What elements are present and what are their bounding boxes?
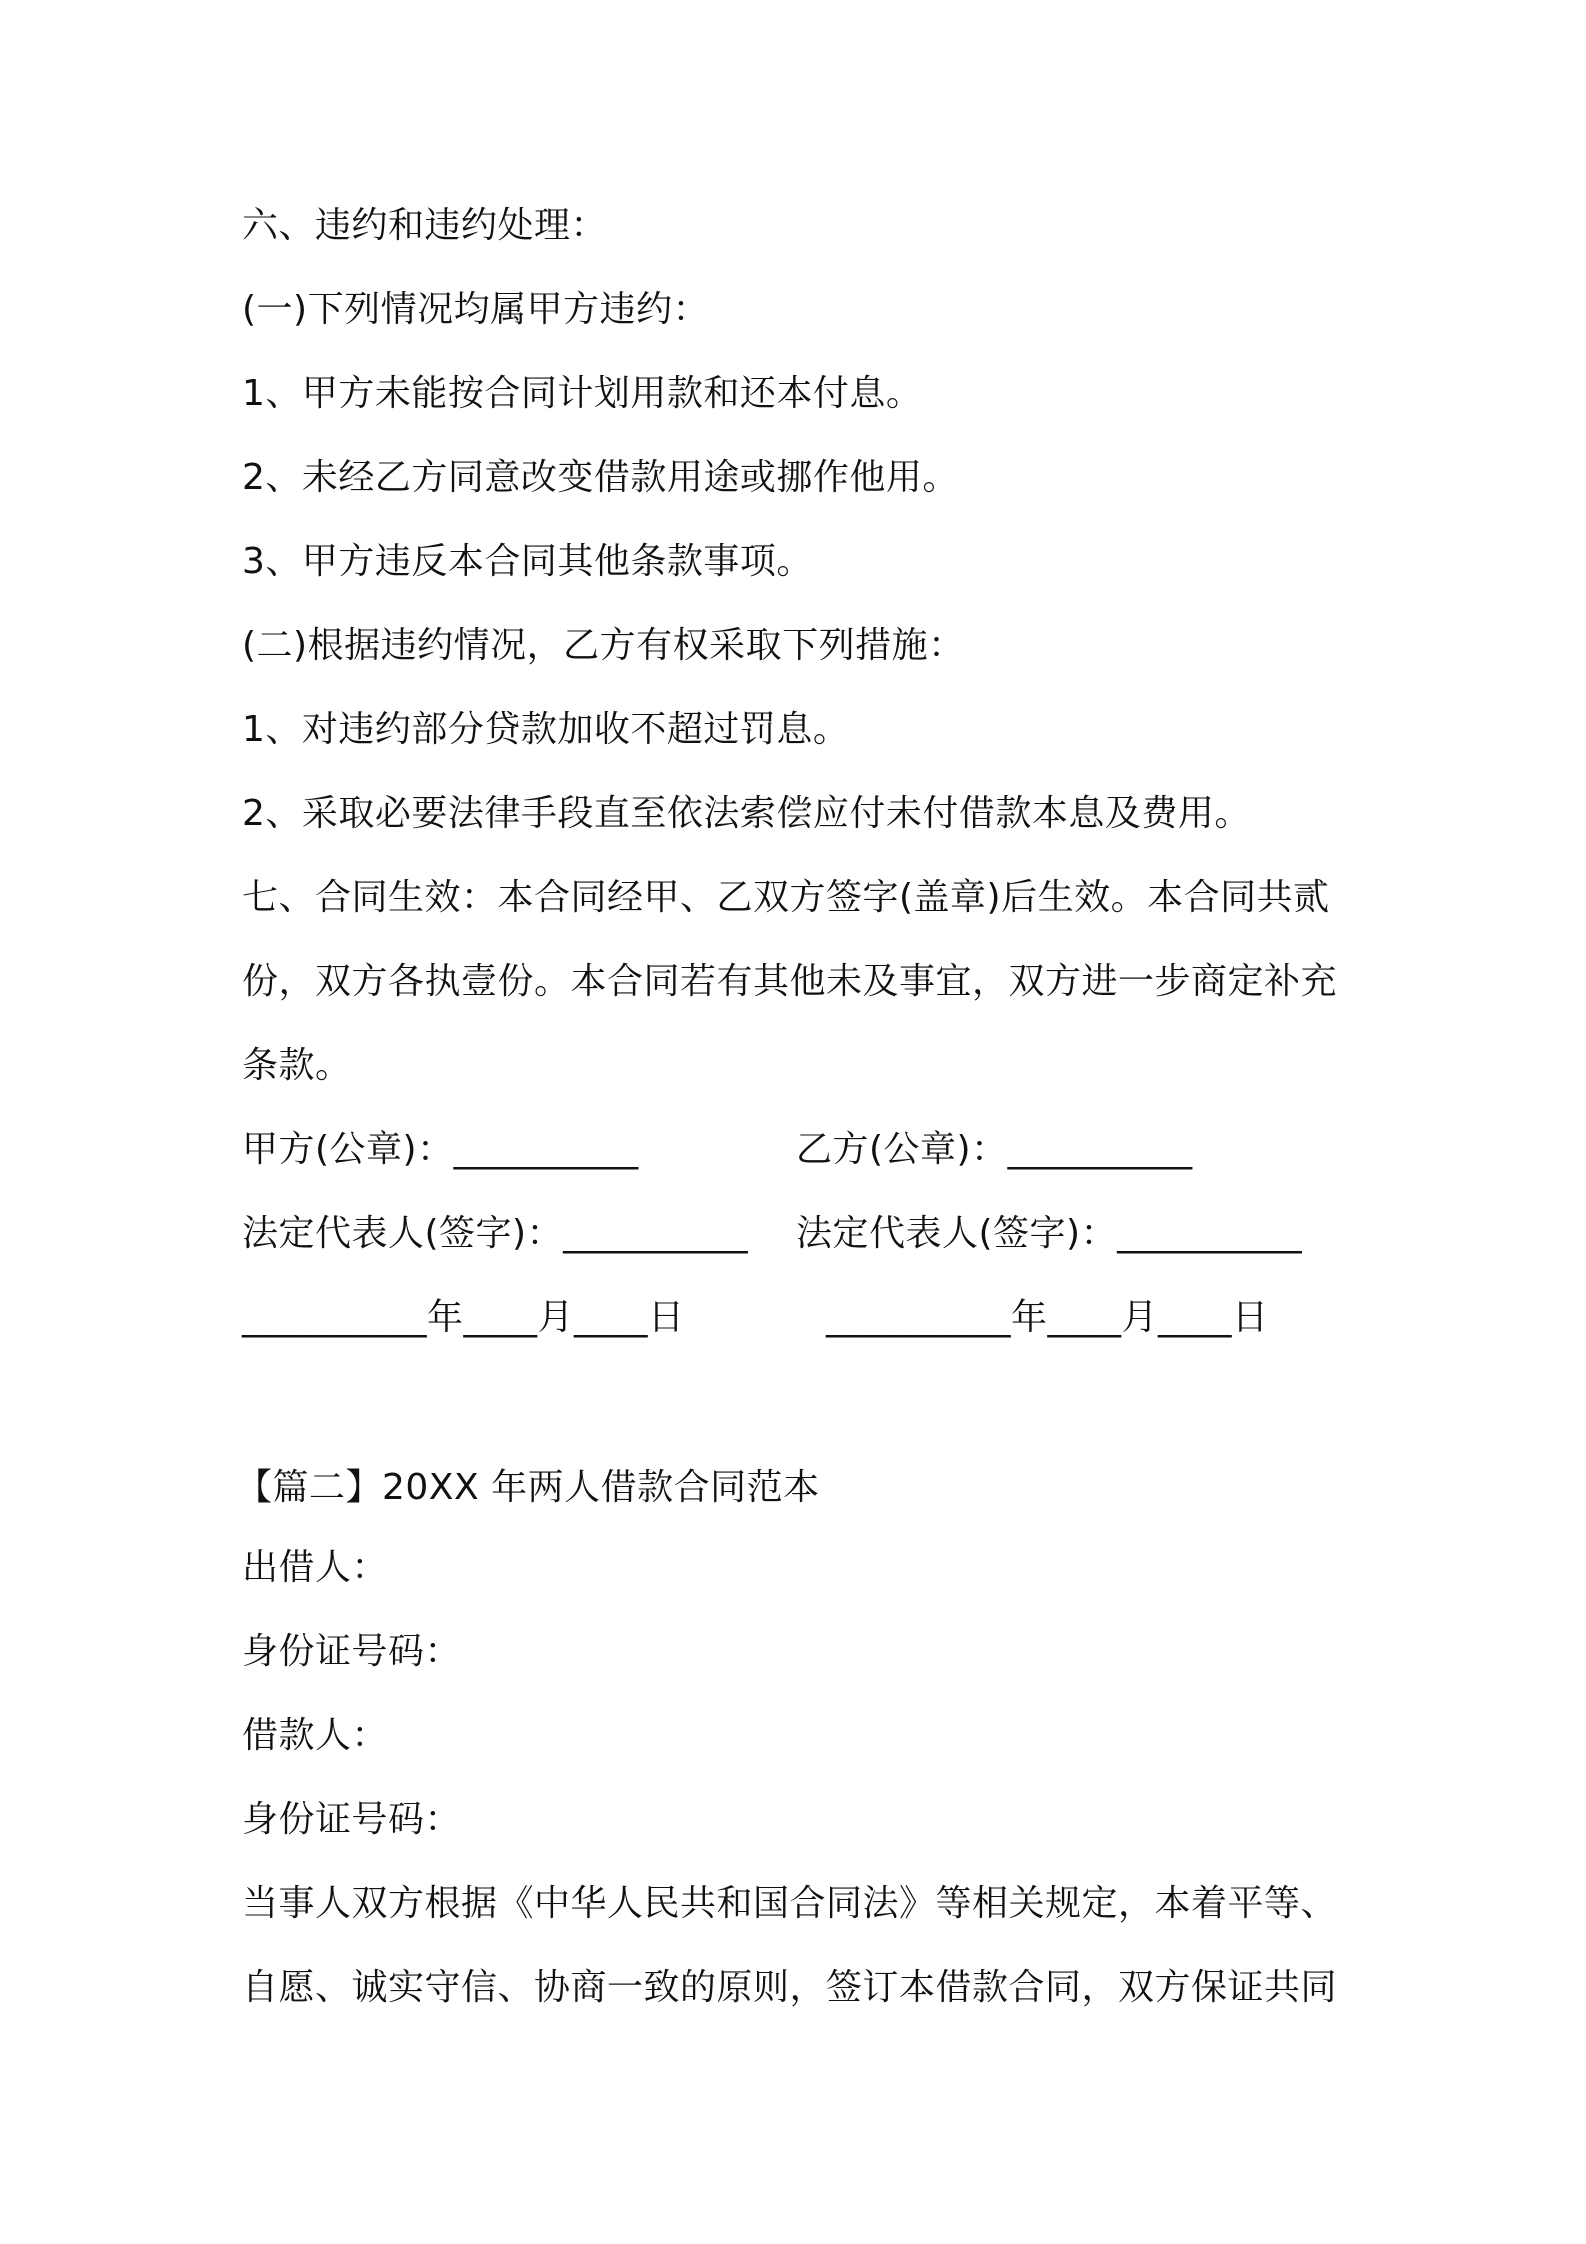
section6-subsection1: (一)下列情况均属甲方违约： — [242, 289, 710, 330]
section7-line2: 份，双方各执壹份。本合同若有其他未及事宜，双方进一步商定补充 — [242, 961, 1338, 1002]
lender-label: 出借人： — [242, 1547, 389, 1588]
party-b-representative: 法定代表人(签字)：__________ — [796, 1213, 1303, 1254]
intro-line1: 当事人双方根据《中华人民共和国合同法》等相关规定，本着平等、 — [242, 1883, 1338, 1924]
section6-item2: 2、未经乙方同意改变借款用途或挪作他用。 — [242, 457, 959, 498]
section6-title: 六、违约和违约处理： — [242, 205, 608, 246]
borrower-label: 借款人： — [242, 1715, 389, 1756]
section6-item5: 2、采取必要法律手段直至依法索偿应付未付借款本息及费用。 — [242, 793, 1251, 834]
party-a-date: __________年____月____日 — [242, 1297, 685, 1338]
section6-item3: 3、甲方违反本合同其他条款事项。 — [242, 541, 813, 582]
section7-line3: 条款。 — [242, 1045, 352, 1086]
part2-heading: 【篇二】20XX 年两人借款合同范本 — [236, 1467, 820, 1508]
party-a-representative: 法定代表人(签字)：__________ — [242, 1213, 749, 1254]
party-a-seal: 甲方(公章)：__________ — [242, 1129, 639, 1170]
borrower-id-label: 身份证号码： — [242, 1799, 462, 1840]
section6-subsection2: (二)根据违约情况，乙方有权采取下列措施： — [242, 625, 965, 666]
section7-line1: 七、合同生效：本合同经甲、乙双方签字(盖章)后生效。本合同共贰 — [242, 877, 1330, 918]
section6-item1: 1、甲方未能按合同计划用款和还本付息。 — [242, 373, 923, 414]
lender-id-label: 身份证号码： — [242, 1631, 462, 1672]
intro-line2: 自愿、诚实守信、协商一致的原则，签订本借款合同，双方保证共同 — [242, 1967, 1338, 2008]
party-b-date: __________年____月____日 — [826, 1297, 1269, 1338]
party-b-seal: 乙方(公章)：__________ — [796, 1129, 1193, 1170]
section6-item4: 1、对违约部分贷款加收不超过罚息。 — [242, 709, 850, 750]
